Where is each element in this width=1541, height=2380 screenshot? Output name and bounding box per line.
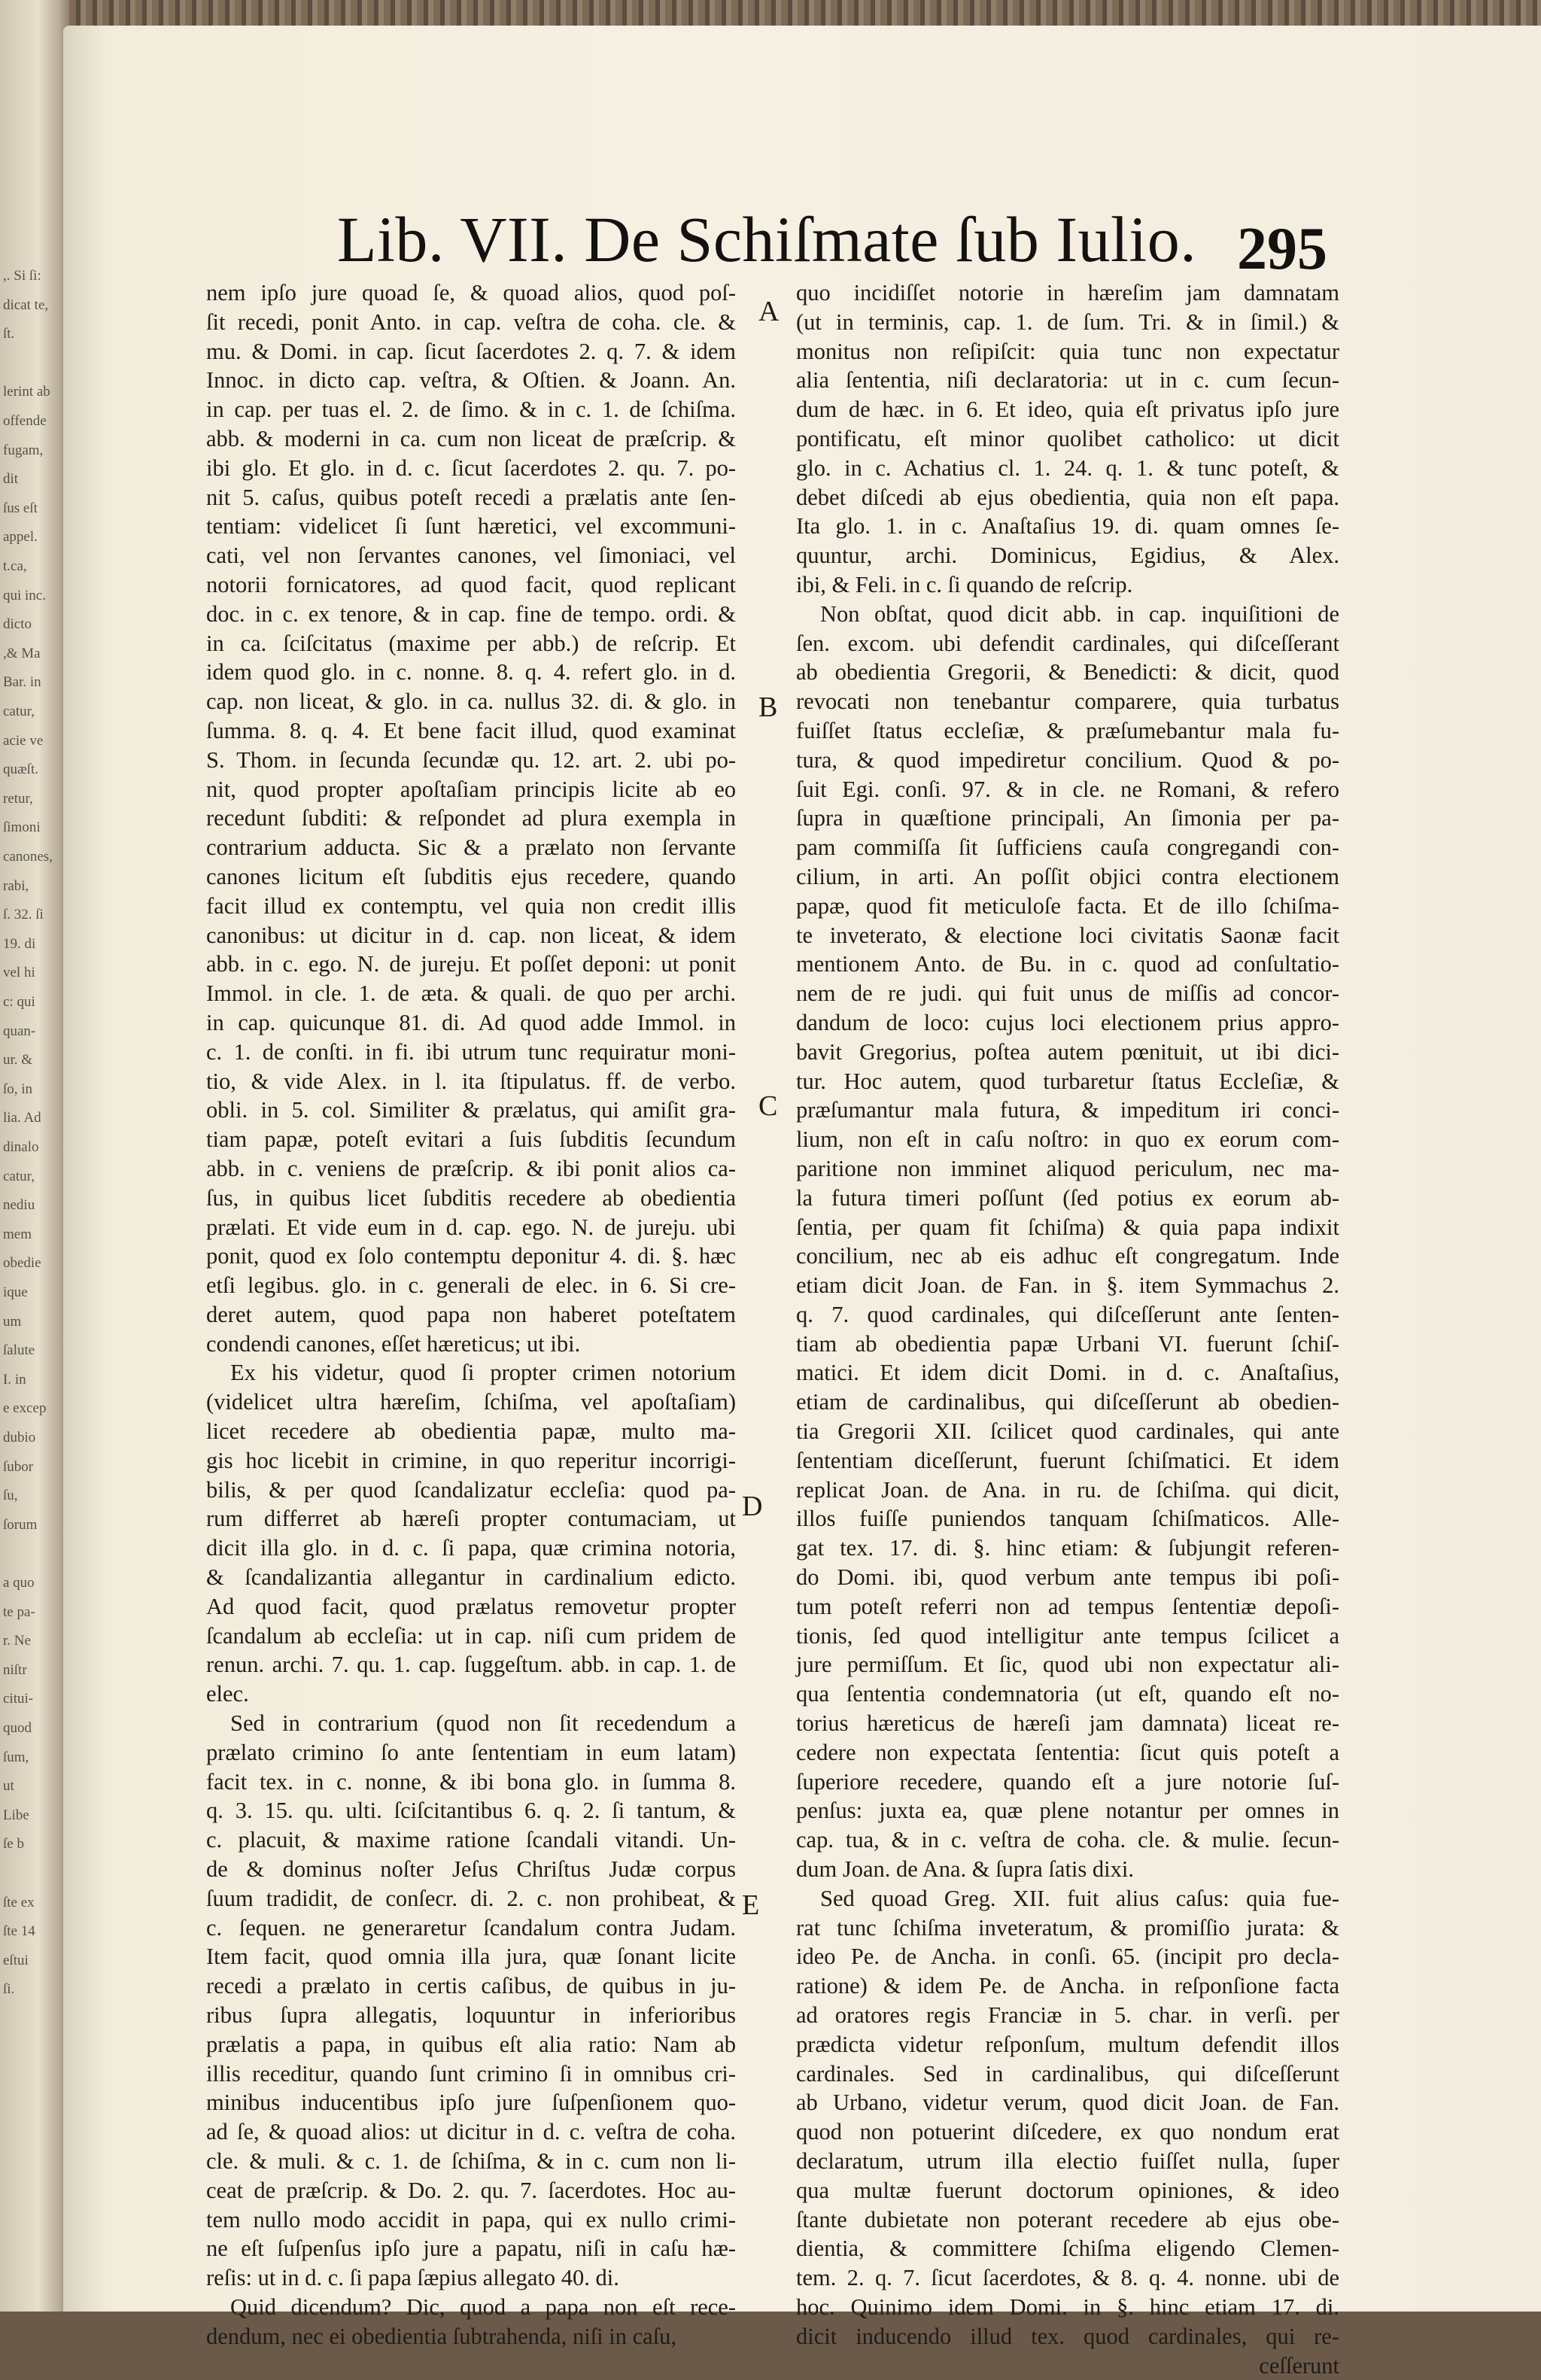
text-line: quod non potuerint diſcedere, ex quo nondum erat: [796, 2119, 1339, 2145]
facing-page-fragment: dubio: [3, 1430, 36, 1445]
text-line: ſententiam diceſſerunt, fuerunt ſchiſmatici. Et idem: [796, 1447, 1339, 1473]
facing-page-fragment: ſo, in: [3, 1081, 33, 1097]
text-line: facit illud ex contemptu, vel quia non credit illis: [206, 892, 736, 919]
text-line: & ſcandalizantia allegantur in cardinalium edicto.: [206, 1564, 736, 1591]
text-line: te inveterato, & electione loci civitatis Saonæ facit: [796, 922, 1339, 948]
text-line: qua multæ fuerunt doctorum opiniones, & ideo: [796, 2177, 1339, 2203]
facing-page-fragment: ur. &: [3, 1052, 33, 1068]
text-line: replicat Joan. de Ana. in ru. de ſchiſma. qui dicit,: [796, 1476, 1339, 1503]
text-line: Sed quoad Greg. XII. fuit alius caſus: quia fue-: [820, 1885, 1339, 1911]
text-line: tum poteſt referri non ad tempus ſententiæ depoſi-: [796, 1593, 1339, 1619]
text-line: dicit illa glo. in d. c. ſi papa, quæ crimina notoria,: [206, 1535, 736, 1561]
text-line: tiam papæ, poteſt evitari a ſuis ſubditis ſecundum: [206, 1126, 736, 1153]
text-line: ponit, quod ex ſolo contemptu deponitur 4. di. §. hæc: [206, 1243, 736, 1269]
text-line: c. 1. de conſti. in fi. ibi utrum tunc requiratur moni-: [206, 1038, 736, 1065]
facing-page-fragment: lia. Ad: [3, 1110, 41, 1126]
text-line: reſis: ut in d. c. ſi papa ſæpius allegato 40. di.: [206, 2265, 619, 2291]
text-line: ſuit Egi. conſi. 97. & in cle. ne Romani, & refero: [796, 776, 1339, 802]
text-line: illos fuiſſe puniendos tanquam ſchiſmaticos. Alle-: [796, 1506, 1339, 1532]
text-line: quo incidiſſet notorie in hæreſim jam damnatam: [796, 280, 1339, 305]
text-line: tia Gregorii XII. ſcilicet quod cardinales, qui ante: [796, 1418, 1339, 1445]
text-line: Sed in contrarium (quod non ſit recedendum a: [230, 1710, 736, 1737]
text-line: torius hæreticus de hæreſi jam damnata) liceat re-: [796, 1710, 1339, 1737]
facing-page-fragment: ſus eſt: [3, 500, 38, 516]
facing-page-fragment: ſe b: [3, 1836, 24, 1853]
text-line: paritione non imminet aliquod periculum, nec ma-: [796, 1155, 1339, 1181]
text-line: mentionem Anto. de Bu. in c. quod ad conſultatio-: [796, 951, 1339, 977]
text-line: præſumantur mala futura, & impeditum iri conci-: [796, 1097, 1339, 1123]
text-line: gat tex. 17. di. §. hinc etiam: & ſubjungit referen-: [796, 1535, 1339, 1561]
text-line: hoc. Quinimo idem Domi. in §. hinc etiam 17. di.: [796, 2293, 1339, 2320]
text-line: canonibus: ut dicitur in d. cap. non liceat, & idem: [206, 922, 736, 948]
text-line: glo. in c. Achatius cl. 1. 24. q. 1. & tunc poteſt, &: [796, 454, 1339, 481]
facing-page-fragment: um: [3, 1313, 22, 1330]
text-line: prælatis a papa, in quibus eſt alia ratio: Nam ab: [206, 2031, 736, 2057]
text-line: tur. Hoc autem, quod turbaretur ſtatus Eccleſiæ, &: [796, 1068, 1339, 1094]
text-line: dendum, nec ei obedientia ſubtrahenda, niſi in caſu,: [206, 2323, 677, 2349]
facing-page-fragment: ſalute: [3, 1342, 35, 1359]
facing-page-fragment: dicto: [3, 616, 32, 633]
facing-page-fragment: ,. Si ſi:: [3, 268, 41, 284]
facing-page-fragment: quan-: [3, 1023, 36, 1039]
text-line: elec.: [206, 1681, 249, 1707]
text-line: ſus, in quibus licet ſubditis recedere ab obedientia: [206, 1184, 736, 1211]
text-line: ſen. excom. ubi defendit cardinales, qui diſceſſerant: [796, 630, 1339, 656]
text-line: Ex his videtur, quod ſi propter crimen notorium: [230, 1360, 736, 1386]
text-line: q. 7. quod cardinales, qui diſceſſerunt ante ſenten-: [796, 1301, 1339, 1327]
text-line: cedere non expectata ſententia: ſicut quis poteſt a: [796, 1739, 1339, 1765]
text-line: revocati non tenebantur comparere, quia turbatus: [796, 688, 1339, 715]
text-line: nem ipſo jure quoad ſe, & quoad alios, quod poſ-: [206, 280, 736, 305]
facing-page-fragment: mem: [3, 1226, 32, 1242]
text-line: prælato crimino ſo ante ſententiam in eum latam): [206, 1739, 736, 1765]
text-line: ad ſe, & quoad alios: ut dicitur in d. c. veſtra de coha.: [206, 2119, 736, 2145]
text-line: ne eſt ſuſpenſus ipſo jure a papatu, niſi in caſu hæ-: [206, 2236, 736, 2262]
facing-page-fragment: ut: [3, 1778, 14, 1795]
text-line: pam commiſſa ſit ſufficiens cauſa congregandi con-: [796, 834, 1339, 861]
text-line: monitus non reſipiſcit: quia tunc non expectatur: [796, 338, 1339, 364]
text-line: Immol. in cle. 1. de æta. & quali. de quo per archi.: [206, 980, 736, 1007]
text-line: ſit recedi, ponit Anto. in cap. veſtra de coha. cle. &: [206, 309, 736, 335]
page-number: 295: [1237, 216, 1327, 282]
text-line: ſtante dubietate non poterant recedere ab ejus obe-: [796, 2206, 1339, 2233]
facing-page-fragment: acie ve: [3, 732, 44, 749]
text-line: rum differret ab hæreſi propter contumaciam, ut: [206, 1506, 736, 1532]
text-line: ad oratores regis Franciæ in 5. char. in verſi. per: [796, 2002, 1339, 2029]
margin-letter-e: E: [742, 1889, 760, 1921]
text-line: (ut in terminis, cap. 1. de ſum. Tri. & in ſimil.) &: [796, 309, 1339, 335]
text-line: tem nullo modo accidit in papa, qui ex nullo crimi-: [206, 2206, 736, 2233]
text-line: recedi a prælato in certis caſibus, de quibus in ju-: [206, 1973, 736, 1999]
text-line: ceſſerunt: [1259, 2352, 1339, 2378]
facing-page-fragment: catur,: [3, 704, 35, 719]
facing-page-fragment: citui-: [3, 1691, 34, 1707]
text-line: Innoc. in dicto cap. veſtra, & Oſtien. & Joann. An.: [206, 367, 736, 394]
text-line: ceat de præſcrip. & Do. 2. qu. 7. ſacerdotes. Hoc au-: [206, 2177, 736, 2203]
text-line: c. ſequen. ne generaretur ſcandalum contra Judam.: [206, 1914, 736, 1941]
text-line: ideo Pe. de Ancha. in conſi. 65. (incipit pro decla-: [796, 1944, 1339, 1970]
text-line: doc. in c. ex tenore, & in cap. fine de tempo. ordi. &: [206, 600, 736, 627]
text-line: tionis, ſed quod intelligitur ante tempus ſcilicet a: [796, 1622, 1339, 1649]
margin-letter-d: D: [742, 1491, 763, 1522]
text-line: canones licitum eſt ſubditis ejus recedere, quando: [206, 863, 736, 889]
text-line: facit tex. in c. nonne, & ibi bona glo. in ſumma 8.: [206, 1768, 736, 1795]
text-line: qua ſententia condemnatoria (ut eſt, quando eſt no-: [796, 1681, 1339, 1707]
text-line: fuiſſet ſtatus eccleſiæ, & præſumebantur mala fu-: [796, 717, 1339, 743]
text-line: ſupra in quæſtione principali, An ſimonia per pa-: [796, 805, 1339, 831]
text-line: Non obſtat, quod dicit abb. in cap. inquiſitioni de: [820, 600, 1339, 627]
margin-letter-c: C: [758, 1090, 778, 1122]
text-line: bilis, & per quod ſcandalizatur eccleſia: quod pa-: [206, 1476, 736, 1503]
facing-page-fragment: catur,: [3, 1168, 35, 1184]
text-line: prædicta videtur reſponſum, multum defendit illos: [796, 2031, 1339, 2057]
facing-page-fragment: a quo: [3, 1575, 35, 1591]
facing-page-fragment: appel.: [3, 529, 38, 546]
text-line: in cap. per tuas el. 2. de ſimo. & in c. 1. de ſchiſma.: [206, 397, 736, 423]
text-line: tentiam: videlicet ſi ſunt hæretici, vel excommuni-: [206, 513, 736, 540]
running-head: Lib. VII. De Schiſmate ſub Iulio.: [337, 203, 1197, 275]
text-line: alia ſententia, niſi declaratoria: ut in c. cum ſecun-: [796, 367, 1339, 394]
text-line: etiam de cardinalibus, qui diſceſſerunt ab obedien-: [796, 1389, 1339, 1415]
facing-page-fragment: Libe: [3, 1807, 29, 1823]
text-line: ab obedientia Gregorii, & Benedicti: & dicit, quod: [796, 659, 1339, 685]
text-line: abb. & moderni in ca. cum non liceat de præſcrip. &: [206, 425, 736, 451]
facing-page-fragment: obedie: [3, 1255, 41, 1272]
facing-page-fragment: ſimoni: [3, 819, 41, 836]
text-line: quuntur, archi. Dominicus, Egidius, & Alex.: [796, 543, 1339, 569]
text-line: ſcandalum ab eccleſia: ut in cap. niſi cum pridem de: [206, 1622, 736, 1649]
text-line: Ad quod facit, quod prælatus removetur propter: [206, 1593, 736, 1619]
facing-page-fragment: c: qui: [3, 994, 35, 1010]
text-line: idem quod glo. in c. nonne. 8. q. 4. refert glo. in d.: [206, 659, 736, 685]
facing-page-fragment: ſ. 32. ſi: [3, 907, 44, 923]
facing-page-fragment: ſorum: [3, 1516, 38, 1533]
facing-page-edge: [0, 0, 69, 2312]
facing-page-fragment: ſt.: [3, 326, 15, 342]
text-line: notorii fornicatores, ad quod facit, quod replicant: [206, 571, 736, 597]
facing-page-fragment: ſi.: [3, 1981, 15, 1998]
text-line: cilium, in arti. An poſſit objici contra electionem: [796, 863, 1339, 889]
facing-page-fragment: nediu: [3, 1197, 35, 1214]
text-line: concilium, nec ab eis adhuc eſt congregatum. Inde: [796, 1243, 1339, 1269]
right-column: [796, 278, 1339, 2380]
facing-page-fragment: lerint ab: [3, 384, 50, 400]
text-line: tiam ab obedientia papæ Urbani VI. fuerunt ſchiſ-: [796, 1330, 1339, 1357]
text-line: penſus: juxta ea, quæ plene notantur per omnes in: [796, 1798, 1339, 1824]
text-line: dum Joan. de Ana. & ſupra ſatis dixi.: [796, 1856, 1134, 1883]
text-line: c. placuit, & maxime ratione ſcandali vitandi. Un-: [206, 1827, 736, 1853]
text-line: matici. Et idem dicit Domi. in d. c. Anaſtaſius,: [796, 1360, 1339, 1386]
facing-page-fragment: ſubor: [3, 1458, 34, 1475]
text-line: dientia, & committere ſchiſma eligendo Clemen-: [796, 2236, 1339, 2262]
text-line: la futura timeri poſſunt (ſed potius ex eorum ab-: [796, 1184, 1339, 1211]
facing-page-fragment: ſum,: [3, 1749, 29, 1765]
text-line: abb. in c. veniens de præſcrip. & ibi ponit alios ca-: [206, 1155, 736, 1181]
text-line: lium, non eſt in caſu noſtro: in quo ex eorum com-: [796, 1126, 1339, 1153]
facing-page-fragment: dit: [3, 471, 19, 488]
text-line: etiam dicit Joan. de Fan. in §. item Symmachus 2.: [796, 1272, 1339, 1299]
facing-page-fragment: ique: [3, 1284, 28, 1300]
text-line: ſuum tradidit, de conſecr. di. 2. c. non prohibeat, &: [206, 1885, 736, 1911]
text-line: dandum de loco: cujus loci electionem prius appro-: [796, 1009, 1339, 1035]
text-line: ab Urbano, videtur verum, quod dicit Joan. de Fan.: [796, 2090, 1339, 2116]
text-line: declaratum, utrum illa electio fuiſſet nulla, ſuper: [796, 2148, 1339, 2174]
text-line: Quid dicendum? Dic, quod a papa non eſt rece-: [230, 2293, 736, 2320]
text-line: etſi legibus. glo. in c. generali de elec. in 6. Si cre-: [206, 1272, 736, 1299]
text-line: de & dominus noſter Jeſus Chriſtus Judæ corpus: [206, 1856, 736, 1883]
text-line: licet recedere ab obedientia papæ, multo ma-: [206, 1418, 736, 1445]
facing-page-fragment: I. in: [3, 1371, 26, 1388]
text-line: (videlicet ultra hæreſim, ſchiſma, vel apoſtaſiam): [206, 1389, 736, 1415]
facing-page-fragment: rabi,: [3, 877, 29, 894]
text-line: recedunt ſubditi: & reſpondet ad plura exempla in: [206, 805, 736, 831]
text-line: ſentia, per quam fit ſchiſma) & quia papa indixit: [796, 1214, 1339, 1240]
facing-page-fragment: ſte ex: [3, 1894, 35, 1910]
text-line: nit 5. caſus, quibus poteſt recedi a prælatis ante ſen-: [206, 484, 736, 510]
facing-page-fragment: ſte 14: [3, 1923, 35, 1940]
text-line: tura, & quod impediretur concilium. Quod & po-: [796, 746, 1339, 773]
text-line: Ita glo. 1. in c. Anaſtaſius 19. di. quam omnes ſe-: [796, 513, 1339, 540]
facing-page-fragment: qui inc.: [3, 587, 46, 603]
text-line: tio, & vide Alex. in l. ita ſtipulatus. ff. de verbo.: [206, 1068, 736, 1094]
facing-page-fragment: eſtui: [3, 1952, 29, 1968]
facing-page-fragment: offende: [3, 413, 47, 429]
facing-page-fragment: dicat te,: [3, 296, 49, 313]
text-line: gis hoc licebit in crimine, in quo reperitur incorrigi-: [206, 1447, 736, 1473]
facing-page-fragment: ſu,: [3, 1488, 18, 1504]
margin-letter-a: A: [758, 296, 780, 327]
text-line: tem. 2. q. 7. ſicut ſacerdotes, & 8. q. 4. nonne. ubi de: [796, 2265, 1339, 2291]
text-line: papæ, quod fit meticuloſe facta. Et de illo ſchiſma-: [796, 892, 1339, 919]
text-line: obli. in 5. col. Similiter & prælatus, qui amiſit gra-: [206, 1097, 736, 1123]
facing-page-fragment: quod: [3, 1720, 32, 1736]
text-line: ratione) & idem Pe. de Ancha. in reſponſione facta: [796, 1973, 1339, 1999]
facing-page-fragment: r. Ne: [3, 1633, 31, 1649]
text-line: dicit inducendo illud tex. quod cardinales, qui re-: [796, 2323, 1339, 2349]
text-line: Item facit, quod omnia illa jura, quæ ſonant licite: [206, 1944, 736, 1970]
text-line: cap. tua, & in c. veſtra de coha. cle. & mulie. ſecun-: [796, 1827, 1339, 1853]
facing-page-fragment: fugam,: [3, 442, 44, 458]
text-line: jure permiſſum. Et ſic, quod ubi non expectatur ali-: [796, 1652, 1339, 1678]
text-line: ibi glo. Et glo. in d. c. ſicut ſacerdotes 2. qu. 7. po-: [206, 454, 736, 481]
text-line: renun. archi. 7. qu. 1. cap. ſuggeſtum. abb. in cap. 1. de: [206, 1652, 736, 1678]
text-line: bavit Gregorius, poſtea autem pœnituit, ut ibi dici-: [796, 1038, 1339, 1065]
text-line: rat tunc ſchiſma inveteratum, & promiſſio jurata: &: [796, 1914, 1339, 1941]
text-line: debet diſcedi ab ejus obedientia, quia non eſt papa.: [796, 484, 1339, 510]
text-line: nem de re judi. qui fuit unus de miſſis ad concor-: [796, 980, 1339, 1007]
facing-page-fragment: niſtr: [3, 1661, 27, 1678]
facing-page-fragment: e excep: [3, 1400, 47, 1417]
text-line: in cap. quicunque 81. di. Ad quod adde Immol. in: [206, 1009, 736, 1035]
text-line: illis receditur, quando ſunt crimino ſi in omnibus cri-: [206, 2060, 736, 2087]
text-line: mu. & Domi. in cap. ſicut ſacerdotes 2. q. 7. & idem: [206, 338, 736, 364]
left-column: [206, 278, 736, 2351]
text-line: contrarium adducta. Sic & a prælato non ſervante: [206, 834, 736, 861]
facing-page-fragment: t.ca,: [3, 558, 27, 574]
margin-letter-b: B: [758, 692, 778, 723]
text-line: cle. & muli. & c. 1. de ſchiſma, & in c. cum non li-: [206, 2148, 736, 2174]
text-line: cap. non liceat, & glo. in ca. nullus 32. di. & glo. in: [206, 688, 736, 715]
text-line: prælati. Et vide eum in d. cap. ego. N. de jureju. ubi: [206, 1214, 736, 1240]
facing-page-fragment: 19. di: [3, 935, 36, 952]
text-line: deret autem, quod papa non haberet poteſtatem: [206, 1301, 736, 1327]
facing-page-fragment: ,& Ma: [3, 645, 41, 661]
text-line: ribus ſupra allegatis, loquuntur in inferioribus: [206, 2002, 736, 2029]
text-line: q. 3. 15. qu. ulti. ſciſcitantibus 6. q. 2. ſi tantum, &: [206, 1798, 736, 1824]
text-line: pontificatu, eſt minor quolibet catholico: ut dicit: [796, 425, 1339, 451]
text-line: minibus inducentibus ipſo jure ſuſpenſionem quo-: [206, 2090, 736, 2116]
facing-page-fragment: te pa-: [3, 1603, 35, 1620]
text-line: ibi, & Feli. in c. ſi quando de reſcrip.: [796, 571, 1133, 597]
text-line: ſuperiore recedere, quando eſt a jure notorie ſuſ-: [796, 1768, 1339, 1795]
text-line: do Domi. ibi, quod verbum ante tempus ibi poſi-: [796, 1564, 1339, 1591]
text-line: condendi canones, eſſet hæreticus; ut ibi.: [206, 1330, 581, 1357]
text-line: ſumma. 8. q. 4. Et bene facit illud, quod examinat: [206, 717, 736, 743]
text-line: S. Thom. in ſecunda ſecundæ qu. 12. art. 2. ubi po-: [206, 746, 736, 773]
facing-page-fragment: quæſt.: [3, 761, 38, 778]
facing-page-fragment: canones,: [3, 849, 53, 865]
text-line: cati, vel non ſervantes canones, vel ſimoniaci, vel: [206, 543, 736, 569]
facing-page-fragment: dinalo: [3, 1139, 39, 1155]
facing-page-fragment: vel hi: [3, 965, 35, 981]
text-line: abb. in c. ego. N. de jureju. Et poſſet deponi: ut ponit: [206, 951, 736, 977]
text-line: cardinales. Sed in cardinalibus, qui diſceſſerunt: [796, 2060, 1339, 2087]
facing-page-fragment: retur,: [3, 790, 33, 807]
facing-page-fragment: Bar. in: [3, 674, 41, 691]
text-line: nit, quod propter apoſtaſiam principis licite ab eo: [206, 776, 736, 802]
text-line: in ca. ſciſcitatus (maxime per abb.) de reſcrip. Et: [206, 630, 736, 656]
text-line: dum de hæc. in 6. Et ideo, quia eſt privatus ipſo jure: [796, 397, 1339, 423]
